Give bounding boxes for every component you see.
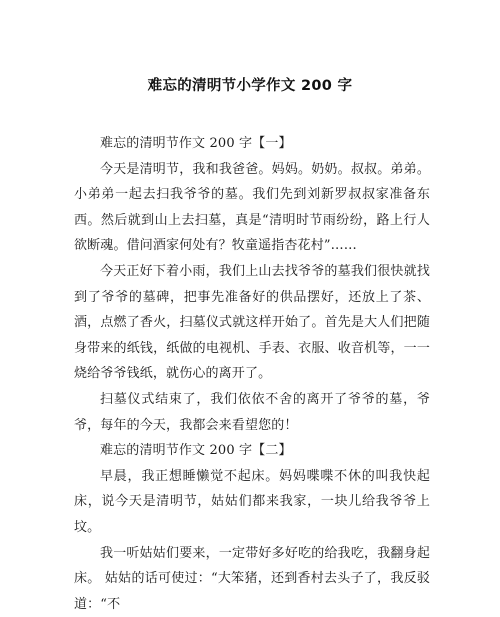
paragraph: 我一听姑姑们要来，一定带好多好吃的给我吃，我翻身起床。 姑姑的话可使过：“大笨猪，还到香村去头子了，我反驳道：“不: [74, 541, 430, 617]
paragraph: 扫墓仪式结束了，我们依依不舍的离开了爷爷的墓，爷爷，每年的今天，我都会来看望您的！: [74, 387, 430, 438]
document-body: [74, 131, 430, 617]
section-heading-1: 难忘的清明节作文 200 字【一】: [74, 131, 430, 157]
section-heading-2: 难忘的清明节作文 200 字【二】: [74, 438, 430, 464]
paragraph: 今天是清明节，我和我爸爸。妈妈。奶奶。叔叔。弟弟。小弟弟一起去扫我爷爷的墓。我们先到刘新罗叔叔家准备东西。然后就到山上去扫墓，真是“清明时节雨纷纷，路上行人欲断魂。借问酒家何处有？牧童遥指杏花村”……: [74, 157, 430, 259]
paragraph: 早晨，我正想睡懒觉不起床。妈妈喋喋不休的叫我快起床，说今天是清明节，姑姑们都来我家，一块儿给我爷爷上坟。: [74, 464, 430, 541]
document-title: 难忘的清明节小学作文 200 字: [0, 74, 500, 95]
paragraph: 今天正好下着小雨，我们上山去找爷爷的墓我们很快就找到了爷爷的墓碑，把事先准备好的供品摆好，还放上了茶、酒，点燃了香火，扫墓仪式就这样开始了。首先是大人们把随身带来的纸钱，纸做的电视机、手表、衣服、收音机等，一一烧给爷爷钱纸，就伤心的离开了。: [74, 259, 430, 387]
